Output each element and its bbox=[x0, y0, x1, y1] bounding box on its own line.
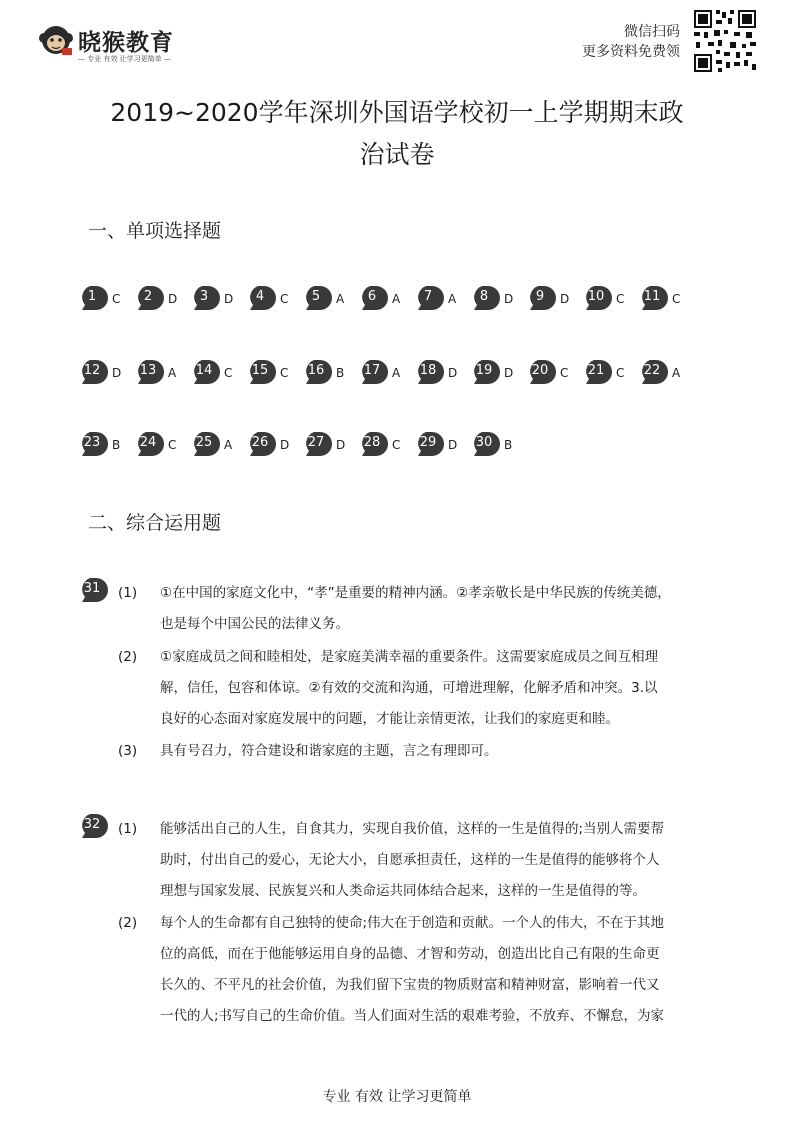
page-header bbox=[0, 0, 794, 80]
answer-item bbox=[246, 432, 302, 462]
sub-answer-label: (3) bbox=[118, 743, 138, 759]
answer-number: 12 bbox=[83, 363, 101, 378]
answer-item bbox=[302, 286, 358, 316]
answer-letter: A bbox=[224, 438, 233, 452]
sub-answer-label: (2) bbox=[118, 649, 138, 665]
answer-number: 11 bbox=[643, 289, 661, 304]
answer-item bbox=[358, 286, 414, 316]
answer-item bbox=[134, 360, 190, 390]
answer-letter: A bbox=[392, 366, 401, 380]
answer-item bbox=[190, 432, 246, 462]
answer-item bbox=[358, 360, 414, 390]
answer-number: 16 bbox=[307, 363, 325, 378]
answer-item bbox=[638, 286, 694, 316]
answer-item bbox=[582, 360, 638, 390]
answer-letter: D bbox=[336, 438, 346, 452]
answer-number: 5 bbox=[311, 289, 321, 304]
answer-item bbox=[78, 360, 134, 390]
page-footer: 专业 有效 让学习更简单 bbox=[322, 1089, 472, 1105]
answer-number: 28 bbox=[363, 435, 381, 450]
answer-letter: C bbox=[392, 438, 401, 452]
answer-item bbox=[526, 286, 582, 316]
answer-letter: D bbox=[504, 366, 514, 380]
answer-item bbox=[78, 432, 134, 462]
question-number: 31 bbox=[83, 581, 101, 596]
answer-number: 13 bbox=[139, 363, 157, 378]
answer-number: 21 bbox=[587, 363, 605, 378]
answer-letter: C bbox=[616, 292, 625, 306]
answer-number: 8 bbox=[479, 289, 489, 304]
answer-item bbox=[78, 286, 134, 316]
answer-item bbox=[246, 360, 302, 390]
answer-letter: C bbox=[616, 366, 625, 380]
answer-item bbox=[638, 360, 694, 390]
answer-letter: A bbox=[392, 292, 401, 306]
answer-item bbox=[302, 432, 358, 462]
answer-letter: C bbox=[224, 366, 233, 380]
answer-number: 26 bbox=[251, 435, 269, 450]
answer-item bbox=[582, 286, 638, 316]
answer-item bbox=[470, 432, 526, 462]
answer-letter: D bbox=[504, 292, 514, 306]
monkey-logo-icon bbox=[38, 22, 74, 58]
answer-letter: C bbox=[672, 292, 681, 306]
answer-item bbox=[190, 286, 246, 316]
answer-letter: C bbox=[560, 366, 569, 380]
page-title bbox=[60, 92, 734, 176]
answer-letter: D bbox=[560, 292, 570, 306]
question-number: 32 bbox=[83, 817, 101, 832]
answer-number: 15 bbox=[251, 363, 269, 378]
answer-item bbox=[470, 360, 526, 390]
sub-answer-text: 每个人的生命都有自己独特的使命;伟大在于创造和贡献。一个人的伟大，不在于其地 位的高低，而在于他能够运用自身的品德、才智和劳动，创造出比自己有限的生命更 长久的、不平凡的社会价值，为我们留下宝贵的物质财富和精神财富，影响着一代又 一代的人;书写自己的生命价值。当人们面对生活的艰难考验，不放弃、不懈怠，为家 bbox=[160, 915, 665, 1024]
answer-letter: A bbox=[168, 366, 177, 380]
answer-letter: A bbox=[672, 366, 681, 380]
page-title-text: 2019~2020学年深圳外国语学校初一上学期期末政 治试卷 bbox=[110, 98, 684, 169]
section-heading-single-choice: 一、单项选择题 bbox=[88, 220, 222, 242]
answer-letter: D bbox=[168, 292, 178, 306]
answer-number: 4 bbox=[255, 289, 265, 304]
answer-number: 23 bbox=[83, 435, 101, 450]
answer-letter: C bbox=[112, 292, 121, 306]
qr-caption-line1: 微信扫码 bbox=[624, 24, 680, 40]
answer-letter: C bbox=[168, 438, 177, 452]
answer-item bbox=[414, 432, 470, 462]
answer-number: 20 bbox=[531, 363, 549, 378]
sub-answer-text: 具有号召力，符合建设和谐家庭的主题，言之有理即可。 bbox=[160, 743, 498, 759]
brand-slogan: — 专业 有效 让学习更简单 — bbox=[78, 55, 171, 63]
answer-letter: B bbox=[336, 366, 345, 380]
brand-name: 晓猴教育 bbox=[78, 30, 174, 56]
answer-letter: D bbox=[112, 366, 122, 380]
answer-number: 18 bbox=[419, 363, 437, 378]
section-heading-comprehensive: 二、综合运用题 bbox=[88, 512, 222, 534]
answer-item bbox=[414, 360, 470, 390]
answer-number: 3 bbox=[199, 289, 209, 304]
answer-item bbox=[358, 432, 414, 462]
answer-letter: C bbox=[280, 366, 289, 380]
answer-letter: D bbox=[224, 292, 234, 306]
answer-letter: B bbox=[504, 438, 513, 452]
answer-item bbox=[414, 286, 470, 316]
answer-letter: D bbox=[448, 366, 458, 380]
qr-caption bbox=[582, 22, 680, 62]
answer-item bbox=[134, 432, 190, 462]
answer-letter: C bbox=[280, 292, 289, 306]
answer-number: 27 bbox=[307, 435, 325, 450]
answer-item bbox=[246, 286, 302, 316]
sub-answer-text: ①家庭成员之间和睦相处，是家庭美满幸福的重要条件。这需要家庭成员之间互相理 解，信任，包容和体谅。②有效的交流和沟通，可增进理解，化解矛盾和冲突。3.以 良好的心态面对家庭发展中的问题，才能让亲情更浓，让我们的家庭更和睦。 bbox=[160, 649, 659, 727]
sub-answer-text: ①在中国的家庭文化中，“孝”是重要的精神内涵。②孝亲敬长是中华民族的传统美德， 也是每个中国公民的法律义务。 bbox=[160, 585, 671, 632]
sub-answer-label: (2) bbox=[118, 915, 138, 931]
answer-number: 29 bbox=[419, 435, 437, 450]
answer-item bbox=[302, 360, 358, 390]
answer-item bbox=[526, 360, 582, 390]
answer-letter: D bbox=[448, 438, 458, 452]
answer-number: 10 bbox=[587, 289, 605, 304]
answer-number: 22 bbox=[643, 363, 661, 378]
answer-number: 2 bbox=[143, 289, 153, 304]
qr-code-icon[interactable] bbox=[692, 8, 758, 74]
answer-number: 25 bbox=[195, 435, 213, 450]
sub-answer-label: (1) bbox=[118, 585, 138, 601]
answer-letter: D bbox=[280, 438, 290, 452]
answer-number: 19 bbox=[475, 363, 493, 378]
answer-item bbox=[190, 360, 246, 390]
answer-number: 1 bbox=[87, 289, 97, 304]
answer-number: 14 bbox=[195, 363, 213, 378]
answer-item bbox=[134, 286, 190, 316]
brand-logo bbox=[38, 22, 198, 68]
answer-letter: A bbox=[336, 292, 345, 306]
answer-item bbox=[470, 286, 526, 316]
answer-letter: A bbox=[448, 292, 457, 306]
answer-number: 6 bbox=[367, 289, 377, 304]
sub-answer-text: 能够活出自己的人生，自食其力，实现自我价值，这样的一生是值得的;当别人需要帮 助时，付出自己的爱心，无论大小，自愿承担责任，这样的一生是值得的能够将个人 理想与国家发展、民族复兴和人类命运共同体结合起来，这样的一生是值得的等。 bbox=[160, 821, 665, 899]
answer-number: 17 bbox=[363, 363, 381, 378]
answer-number: 30 bbox=[475, 435, 493, 450]
answer-number: 9 bbox=[535, 289, 545, 304]
answer-letter: B bbox=[112, 438, 121, 452]
answer-number: 7 bbox=[423, 289, 433, 304]
answer-number: 24 bbox=[139, 435, 157, 450]
qr-caption-line2: 更多资料免费领 bbox=[582, 44, 680, 60]
sub-answer-label: (1) bbox=[118, 821, 138, 837]
